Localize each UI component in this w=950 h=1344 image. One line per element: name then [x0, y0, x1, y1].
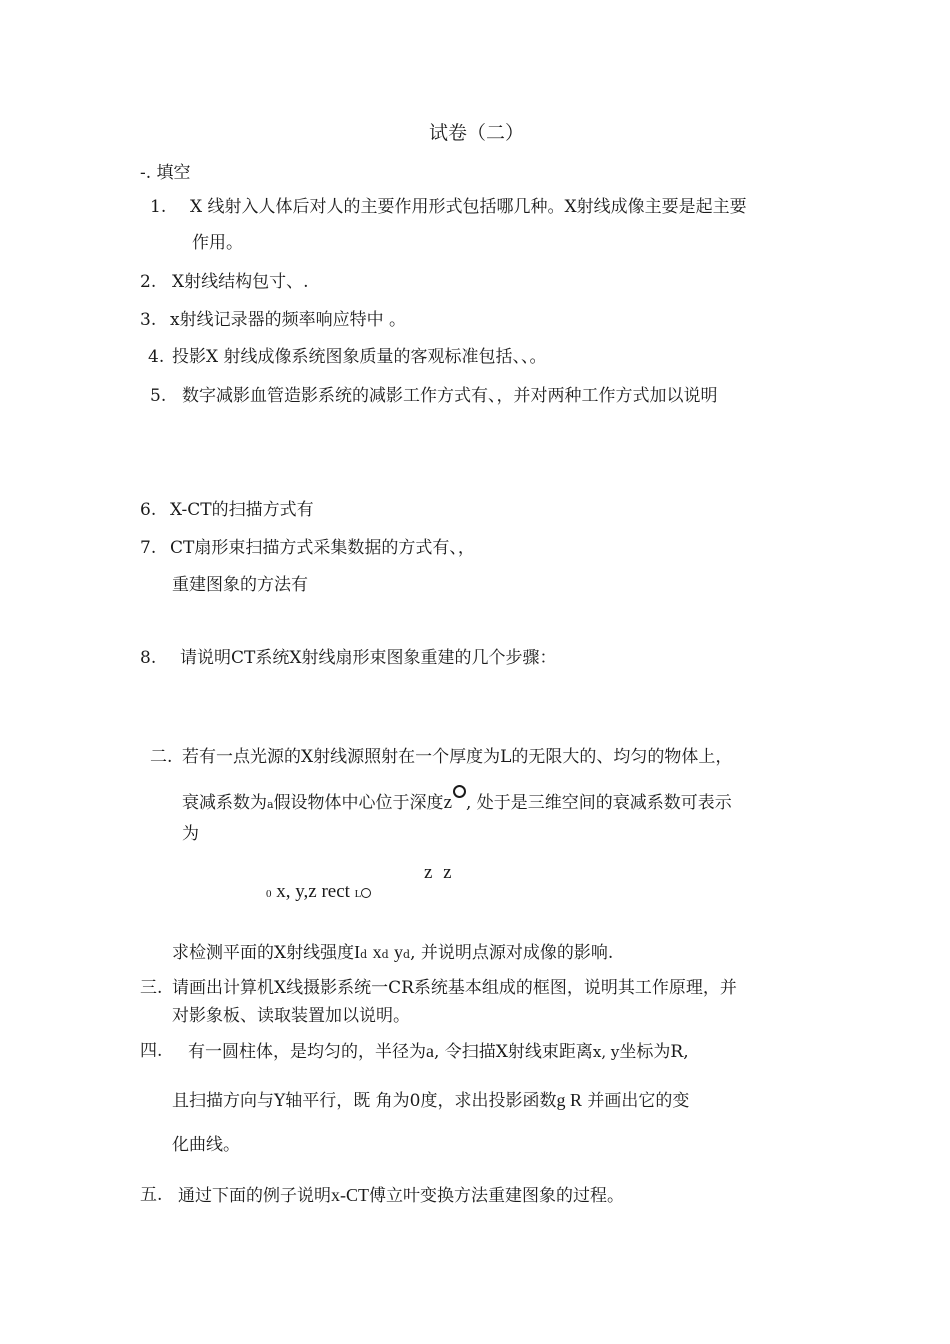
- q4-text: 投影X 射线成像系统图象质量的客观标准包括、、。: [172, 347, 547, 367]
- section-5-number: 五.: [140, 1185, 163, 1205]
- section-4-line-1: 有一圆柱体，是均匀的，半径为a, 令扫描X射线束距离x, y坐标为R,: [188, 1041, 689, 1062]
- q3-number: 3.: [140, 310, 157, 330]
- q7-number: 7.: [140, 538, 157, 558]
- page-title: 试卷（二）: [429, 122, 525, 144]
- q8-number: 8.: [140, 648, 157, 668]
- section-2-question: 求检测平面的X射线强度Id xd yd, 并说明点源对成像的影响.: [172, 942, 614, 963]
- section-2-number: 二.: [150, 747, 173, 767]
- q1-text: X 线射入人体后对人的主要作用形式包括哪几种。X射线成像主要是起主要: [190, 197, 747, 217]
- section-2-line-2: 衰减系数为a假设物体中心位于深度z , 处于是三维空间的衰减系数可表示: [182, 785, 732, 816]
- q6-text: X-CT的扫描方式有: [170, 500, 314, 520]
- section-4-number: 四.: [140, 1041, 163, 1061]
- q2-text: X射线结构包寸、.: [172, 272, 309, 292]
- formula-circle-icon: [361, 888, 371, 898]
- q1-number: 1.: [150, 197, 167, 217]
- formula-numerator: z z: [424, 862, 455, 883]
- q5-text: 数字减影血管造影系统的减影工作方式有、，并对两种工作方式加以说明: [182, 386, 718, 406]
- degree-circle-icon: [453, 785, 466, 798]
- attenuation-formula: 0 x, y,z rect L: [266, 881, 371, 905]
- q7-text: CT扇形束扫描方式采集数据的方式有、，: [170, 538, 475, 558]
- section-1-heading: -. 填空: [140, 163, 191, 183]
- q4-number: 4.: [148, 347, 165, 367]
- section-3-line-2: 对影象板、读取装置加以说明。: [172, 1006, 410, 1026]
- section-4-line-2: 且扫描方向与Y轴平行，既 角为0度，求出投影函数g R 并画出它的变: [172, 1090, 690, 1111]
- section-2-line-3: 为: [182, 824, 199, 844]
- q3-text: x射线记录器的频率响应特中 。: [170, 310, 406, 330]
- q2-number: 2.: [140, 272, 157, 292]
- section-3-number: 三.: [140, 978, 163, 998]
- section-5-line-1: 通过下面的例子说明x-CT傅立叶变换方法重建图象的过程。: [178, 1185, 624, 1206]
- q1-continuation: 作用。: [192, 233, 243, 253]
- q7-continuation: 重建图象的方法有: [172, 575, 308, 595]
- section-4-line-3: 化曲线。: [172, 1135, 240, 1155]
- section-3-line-1: 请画出计算机X线摄影系统一CR系统基本组成的框图，说明其工作原理，并: [172, 978, 737, 998]
- q6-number: 6.: [140, 500, 157, 520]
- q8-text: 请说明CT系统X射线扇形束图象重建的几个步骤：: [180, 648, 557, 668]
- q5-number: 5.: [150, 386, 167, 406]
- section-2-line-1: 若有一点光源的X射线源照射在一个厚度为L的无限大的、均匀的物体上，: [182, 747, 733, 767]
